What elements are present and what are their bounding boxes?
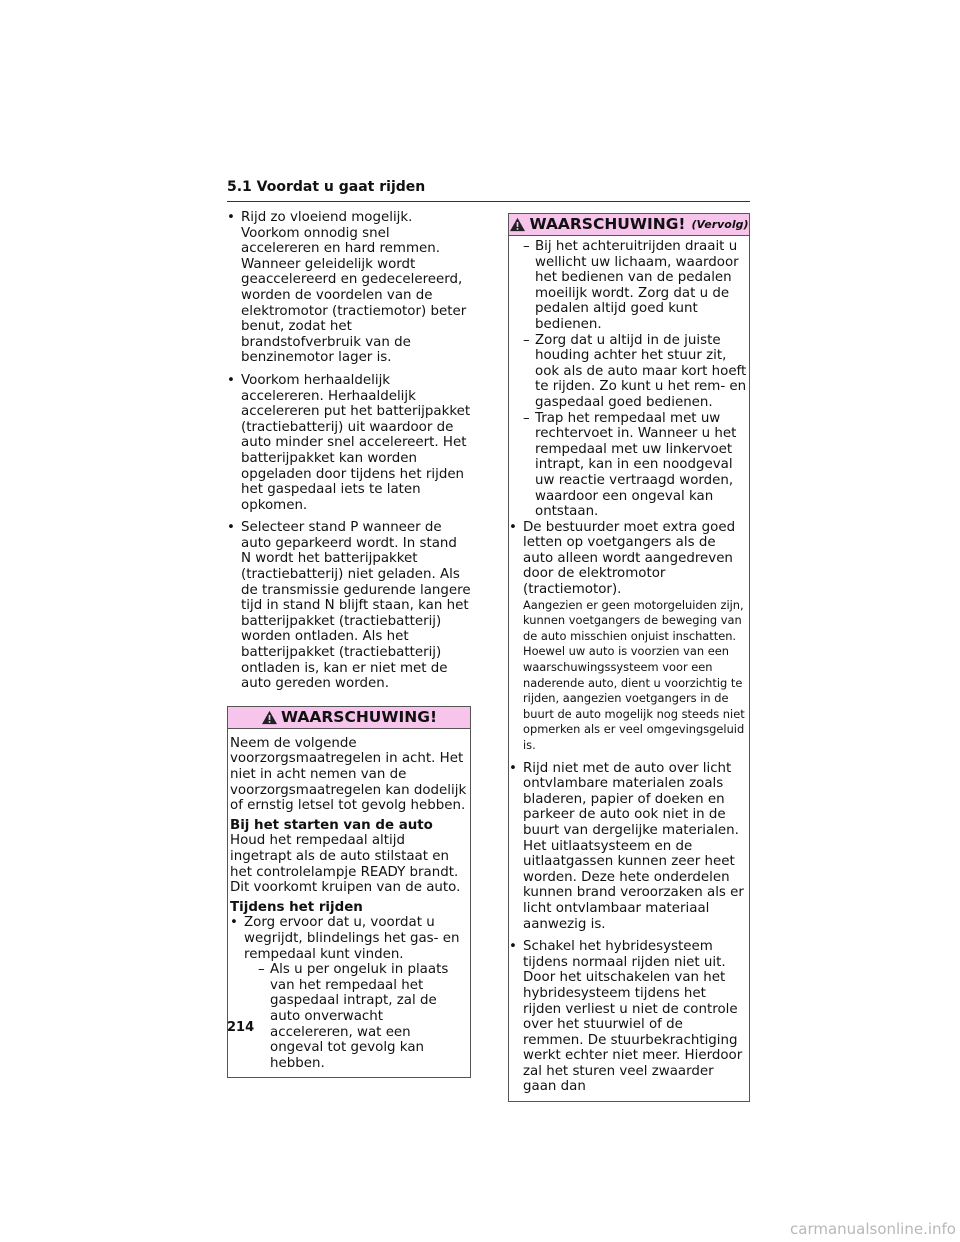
left-column	[227, 210, 471, 1078]
page-number: 214	[227, 1020, 255, 1035]
list-item: • Schakel het hybridesysteem tijdens normaal rijden niet uit. Door het uitschakelen van het hybridesysteem tijdens het rijden verliest u niet de controle over het stuurwiel of de remmen. De stuurbekrachtiging werkt echter niet meer. Hierdoor zal het sturen veel zwaarder gaan dan	[509, 939, 747, 1095]
watermark: carmanualsonline.info	[790, 1220, 956, 1238]
warning-note: Aangezien er geen motorgeluiden zijn, kunnen voetgangers de beweging van de auto misschien onjuist inschatten. Hoewel uw auto is voorzien van een waarschuwingssysteem voor een naderende auto, dient u voorzichtig te rijden, aangezien voetgangers in de buurt de auto mogelijk nog steeds niet opmerken als er veel omgevingsgeluid is.	[523, 597, 745, 752]
list-item: • De bestuurder moet extra goed letten op voetgangers als de auto alleen wordt aangedreven door de elektromotor (tractiemotor).	[509, 520, 747, 598]
warning-body	[228, 729, 470, 1077]
warning-title: WAARSCHUWING!	[280, 707, 438, 726]
warning-triangle-icon	[509, 217, 526, 232]
warning-subheading: Tijdens het rijden	[230, 899, 363, 915]
warning-title: WAARSCHUWING!	[529, 214, 686, 233]
list-item: • Zorg ervoor dat u, voordat u wegrijdt, blindelings het gas- en rempedaal kunt vinden.	[230, 915, 468, 962]
warning-header	[228, 707, 470, 729]
list-item: • Rijd zo vloeiend mogelijk. Voorkom onnodig snel accelereren en hard remmen. Wanneer geleidelijk wordt geaccelereerd en gedecelereerd, worden de voordelen van de elektromotor (tractiemotor) beter benut, zodat het brandstofverbruik van de benzinemotor lager is.	[227, 210, 471, 366]
warning-body	[509, 236, 749, 1101]
warning-header	[509, 214, 749, 236]
list-item: • Voorkom herhaaldelijk accelereren. Herhaaldelijk accelereren put het batterijpakket (tractiebatterij) uit waardoor de auto minder snel accelereert. Het batterijpakket kan worden opgeladen door tijdens het rijden het gaspedaal iets te laten opkomen.	[227, 373, 471, 513]
list-item: – Zorg dat u altijd in de juiste houding achter het stuur zit, ook als de auto maar kort hoeft te rijden. Zo kunt u het rem- en gaspedaal goed bedienen.	[509, 333, 747, 411]
warning-intro: Neem de volgende voorzorgsmaatregelen in acht. Het niet in acht nemen van de voorzorgsmaatregelen kan dodelijk of ernstig letsel tot gevolg hebben.	[230, 735, 467, 814]
warning-triangle-icon	[261, 710, 278, 725]
list-item: • Selecteer stand P wanneer de auto geparkeerd wordt. In stand N wordt het batterijpakket (tractiebatterij) niet geladen. Als de transmissie gedurende langere tijd in stand N blijft staan, kan het batterijpakket (tractiebatterij) worden ontladen. Als het batterijpakket (tractiebatterij) ontladen is, kan er niet met de auto gereden worden.	[227, 520, 471, 692]
list-item: – Bij het achteruitrijden draait u wellicht uw lichaam, waardoor het bedienen van de pedalen moeilijk wordt. Zorg dat u de pedalen altijd goed kunt bedienen.	[509, 239, 747, 333]
warning-subheading: Bij het starten van de auto	[230, 817, 433, 833]
list-item: – Trap het rempedaal met uw rechtervoet in. Wanneer u het rempedaal met uw linkervoet intrapt, kan in een noodgeval uw reactie vertraagd worden, waardoor een ongeval kan ontstaan.	[509, 411, 747, 520]
section-header	[227, 180, 750, 202]
warning-continued-label: (Vervolg)	[691, 217, 749, 231]
list-item: • Rijd niet met de auto over licht ontvlambare materialen zoals bladeren, papier of doeken en parkeer de auto ook niet in de buurt van dergelijke materialen. Het uitlaatsysteem en de uitlaatgassen kunnen zeer heet worden. Deze hete onderdelen kunnen brand veroorzaken als er licht ontvlambaar materiaal aanwezig is.	[509, 761, 747, 933]
warning-box	[227, 706, 471, 1078]
list-item: – Als u per ongeluk in plaats van het rempedaal het gaspedaal intrapt, zal de auto onverwacht accelereren, wat een ongeval tot gevolg kan hebben.	[230, 962, 468, 1071]
section-title: 5.1 Voordat u gaat rijden	[227, 179, 426, 195]
warning-box-continued	[508, 213, 750, 1102]
right-column	[508, 213, 750, 1102]
warning-paragraph: Houd het rempedaal altijd ingetrapt als de auto stilstaat en het controlelampje READY brandt. Dit voorkomt kruipen van de auto.	[230, 833, 461, 896]
